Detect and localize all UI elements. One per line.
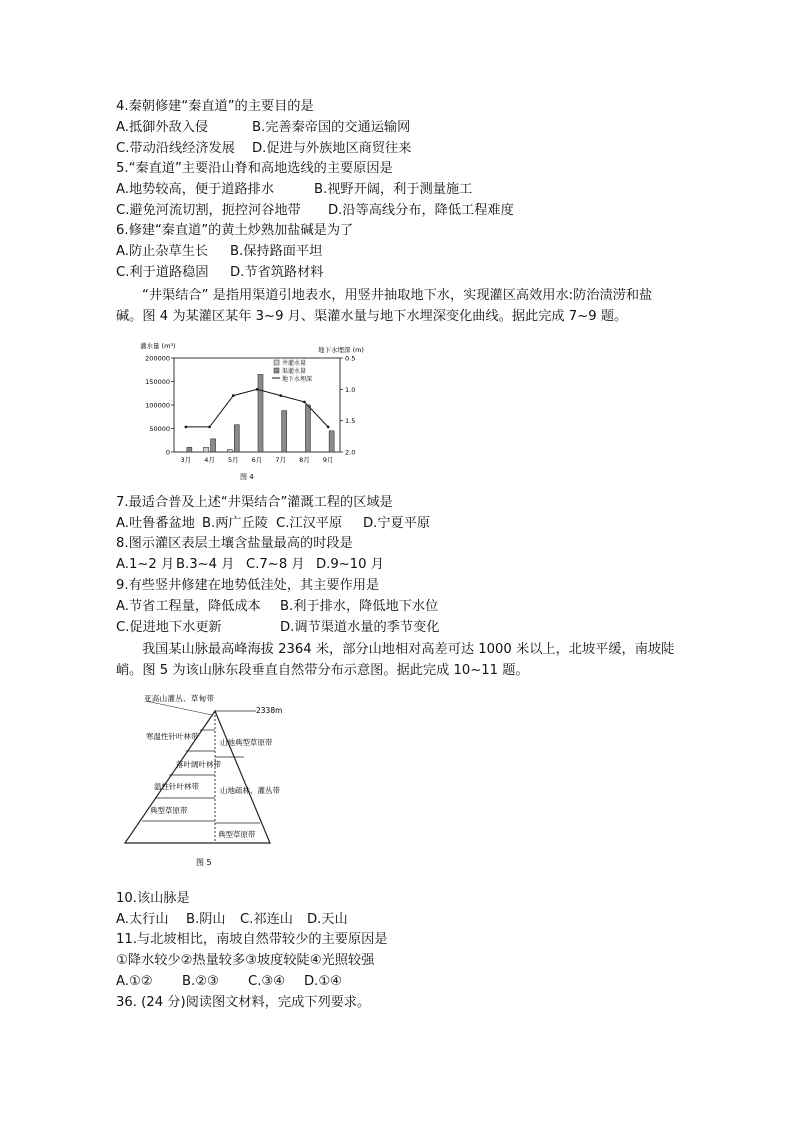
option-row xyxy=(116,181,472,199)
option[interactable]: A.吐鲁番盆地 xyxy=(116,516,195,531)
y2-tick-label: 0.5 xyxy=(345,354,356,363)
point-groundwater-depth xyxy=(185,426,188,429)
option[interactable]: B.阴山 xyxy=(186,912,226,927)
question-stem: 11.与北坡相比，南坡自然带较少的主要原因是 xyxy=(116,932,388,947)
y-tick-label: 0 xyxy=(165,448,170,457)
option[interactable]: B.完善秦帝国的交通运输网 xyxy=(252,120,411,135)
bar-well-irrigation xyxy=(227,450,232,452)
legend-label: 井灌水量 xyxy=(282,360,307,367)
option[interactable]: C.江汉平原 xyxy=(276,516,343,531)
y-tick-label: 150000 xyxy=(145,378,170,386)
point-groundwater-depth xyxy=(232,394,235,397)
option[interactable]: D.9~10 月 xyxy=(316,557,384,572)
option-row xyxy=(116,973,342,991)
y-tick-label: 100000 xyxy=(145,401,170,410)
question-36-heading: 36. (24 分)阅读图文材料，完成下列要求。 xyxy=(116,995,371,1010)
option[interactable]: A.地势较高，便于道路排水 xyxy=(116,182,275,197)
left-zone-label: 典型草原带 xyxy=(150,806,188,815)
question-stem: 10.该山脉是 xyxy=(116,891,190,906)
question-stem: 4.秦朝修建“秦直道”的主要目的是 xyxy=(116,99,314,114)
right-zone-label: 典型草原带 xyxy=(218,830,256,839)
x-tick-label: 6月 xyxy=(251,456,263,464)
passage-2: 我国某山脉最高峰海拔 2364 米，部分山地相对高差可达 1000 米以上，北坡平缓，南坡陡峭。图 5 为该山脉东段垂直自然带分布示意图。据此完成 10~11 题。 xyxy=(116,642,675,678)
x-tick-label: 8月 xyxy=(299,456,310,464)
right-zone-label: 山地典型草原带 xyxy=(220,738,273,747)
option[interactable]: B.视野开阔，利于测量施工 xyxy=(314,182,473,197)
figure-caption: 图 5 xyxy=(196,858,212,867)
y-tick-label: 200000 xyxy=(145,354,170,363)
bar-well-irrigation xyxy=(204,447,209,452)
option[interactable]: A.太行山 xyxy=(116,912,169,927)
option[interactable]: D.①④ xyxy=(304,974,342,989)
point-groundwater-depth xyxy=(256,388,259,391)
option[interactable]: B.利于排水，降低地下水位 xyxy=(280,599,439,614)
option[interactable]: B.保持路面平坦 xyxy=(230,244,323,259)
x-tick-label: 3月 xyxy=(180,456,192,464)
point-groundwater-depth xyxy=(279,394,282,397)
option-row xyxy=(116,140,411,158)
option[interactable]: B.两广丘陵 xyxy=(202,516,268,531)
point-groundwater-depth xyxy=(208,426,211,429)
option-row xyxy=(116,515,430,533)
point-groundwater-depth xyxy=(303,401,306,404)
option[interactable]: C.带动沿线经济发展 xyxy=(116,141,235,156)
option[interactable]: D.宁夏平原 xyxy=(363,516,431,531)
passage-1: “井渠结合” 是指用渠道引地表水，用竖井抽取地下水，实现灌区高效用水:防治渍涝和盐碱。图 4 为某灌区某年 3~9 月、渠灌水量与地下水埋深变化曲线。据此完成 7~9 题。 xyxy=(116,288,653,324)
option[interactable]: C.③④ xyxy=(248,974,286,989)
option[interactable]: D.天山 xyxy=(307,912,348,927)
left-zone-label: 寒温性针叶林带 xyxy=(146,732,199,741)
left-axis-title: 灌水量 (m³) xyxy=(140,342,176,350)
bar-canal-irrigation xyxy=(305,405,310,452)
option-row xyxy=(116,911,348,929)
question-stem: 9.有些竖井修建在地势低洼处，其主要作用是 xyxy=(116,578,380,593)
legend-label: 地下水埋深 xyxy=(282,376,313,383)
option-row xyxy=(116,598,438,616)
option[interactable]: C.利于道路稳固 xyxy=(116,265,209,280)
peak-label: 2338m xyxy=(256,706,283,715)
option[interactable]: B.②③ xyxy=(182,974,219,989)
bar-canal-irrigation xyxy=(282,411,287,452)
right-zone-label: 山地疏林、灌丛带 xyxy=(220,786,280,795)
option-row xyxy=(116,202,514,220)
figure-5-diagram xyxy=(120,693,300,873)
figure-caption: 图 4 xyxy=(240,473,254,481)
y2-tick-label: 1.5 xyxy=(345,417,356,426)
legend-swatch-canal xyxy=(274,368,279,373)
option[interactable]: C.避免河流切割，扼控河谷地带 xyxy=(116,203,301,218)
question-stem: 8.图示灌区表层土壤含盐量最高的时段是 xyxy=(116,536,353,551)
option[interactable]: A.抵御外敌入侵 xyxy=(116,120,209,135)
bar-canal-irrigation xyxy=(211,439,216,452)
plot-frame xyxy=(174,358,340,452)
question-stem: 6.修建“秦直道”的黄土炒熟加盐碱是为了 xyxy=(116,223,354,238)
bar-canal-irrigation xyxy=(187,447,192,452)
left-zone-label: 亚高山灌丛、草甸带 xyxy=(144,694,214,703)
option[interactable]: C.促进地下水更新 xyxy=(116,620,222,635)
question-stem: 7.最适合普及上述“井渠结合”灌溉工程的区域是 xyxy=(116,495,393,510)
left-zone-label: 落叶阔叶林带 xyxy=(176,760,221,769)
legend-label: 渠灌水量 xyxy=(282,368,307,375)
option-row xyxy=(116,243,322,261)
option[interactable]: A.防止杂草生长 xyxy=(116,244,209,259)
bar-canal-irrigation xyxy=(258,374,263,452)
option-row xyxy=(116,264,323,282)
y2-tick-label: 1.0 xyxy=(345,385,356,394)
option[interactable]: D.调节渠道水量的季节变化 xyxy=(280,620,440,635)
x-tick-label: 5月 xyxy=(227,456,239,464)
option[interactable]: C.7~8 月 xyxy=(246,557,305,572)
point-groundwater-depth xyxy=(327,426,330,429)
option[interactable]: B.3~4 月 xyxy=(176,557,235,572)
right-axis-title: 地下水埋深 (m) xyxy=(318,346,364,354)
bar-canal-irrigation xyxy=(329,431,334,452)
bar-canal-irrigation xyxy=(234,425,239,452)
option-row xyxy=(116,556,384,574)
option-row xyxy=(116,619,439,637)
option[interactable]: D.沿等高线分布，降低工程难度 xyxy=(328,203,514,218)
left-zone-label: 温性针叶林带 xyxy=(154,782,199,791)
option-row xyxy=(116,119,410,137)
option[interactable]: A.节省工程量，降低成本 xyxy=(116,599,261,614)
option[interactable]: A.1~2 月 xyxy=(116,557,175,572)
option[interactable]: A.①② xyxy=(116,974,153,989)
x-tick-label: 9月 xyxy=(322,456,334,464)
question-stem: 5.“秦直道”主要沿山脊和高地选线的主要原因是 xyxy=(116,161,393,176)
option[interactable]: C.祁连山 xyxy=(240,912,293,927)
option[interactable]: D.节省筑路材料 xyxy=(230,265,324,280)
y2-tick-label: 2.0 xyxy=(345,448,356,457)
figure-4-chart xyxy=(140,340,390,486)
legend-swatch-well xyxy=(274,360,279,365)
x-tick-label: 7月 xyxy=(275,456,287,464)
statement-list: ①降水较少②热量较多③坡度较陡④光照较强 xyxy=(116,953,375,968)
x-tick-label: 4月 xyxy=(204,456,215,464)
option[interactable]: D.促进与外族地区商贸往来 xyxy=(252,141,412,156)
y-tick-label: 50000 xyxy=(149,425,170,433)
